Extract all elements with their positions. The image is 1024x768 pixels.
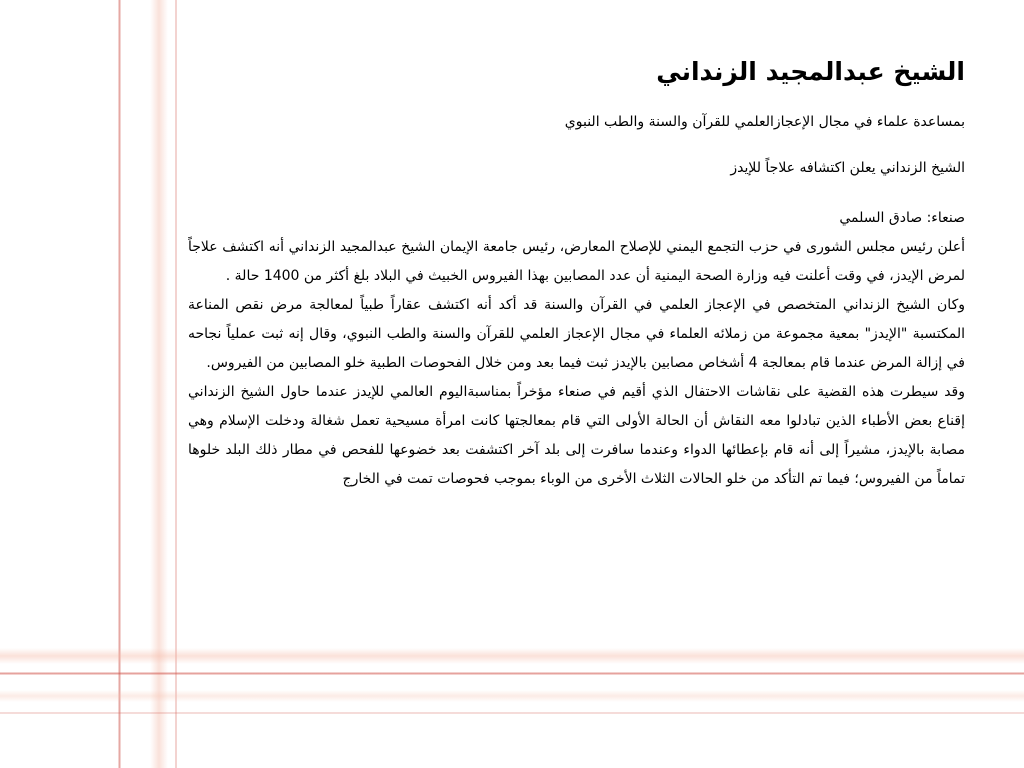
subtitle: بمساعدة علماء في مجال الإعجازالعلمي للقرآن والسنة والطب النبوي bbox=[564, 114, 965, 130]
frame-horizontal-line bbox=[0, 672, 1024, 675]
page-title: الشيخ عبدالمجيد الزنداني bbox=[656, 57, 965, 86]
frame-horizontal-line bbox=[0, 712, 1024, 714]
headline: الشيخ الزنداني يعلن اكتشافه علاجاً للإيدز bbox=[730, 160, 965, 176]
article-body bbox=[188, 52, 965, 494]
byline: صنعاء: صادق السلمي bbox=[839, 210, 965, 226]
paragraph: وقد سيطرت هذه القضية على نقاشات الاحتفال الذي أقيم في صنعاء مؤخراً بمناسبةاليوم العالمي للإيدز عندما حاول الشيخ الزنداني إقناع بعض الأطباء الذين تبادلوا معه النقاش أن الحالة الأولى التي قام بمعالجتها كانت امرأة مسيحية تعمل شغالة ودخلت الإسلام وهي مصابة بالإيدز، مشيراً إلى أنه قام بإعطائها الدواء وعندما سافرت إلى بلد آخر اكتشفت بعد خضوعها للفحص في مطار ذلك البلد خلوها تماماً من الفيروس؛ فيما تم التأكد من خلو الحالات الثلاث الأخرى من الوباء بموجب فحوصات تمت في الخارج bbox=[188, 384, 965, 487]
paragraph: وكان الشيخ الزنداني المتخصص في الإعجاز العلمي في القرآن والسنة قد أكد أنه اكتشف عقاراً طبياً لمعالجة مرض نقص المناعة المكتسبة "الإيدز" بمعية مجموعة من زملائه العلماء في مجال الإعجاز العلمي للقرآن والسنة والطب النبوي، وقال إنه ثبت عملياً نجاحه في إزالة المرض عندما قام بمعالجة 4 أشخاص مصابين بالإيدز ثبت فيما بعد ومن خلال الفحوصات الطبية خلو المصابين من الفيروس. bbox=[188, 297, 965, 371]
frame-horizontal-glow bbox=[0, 648, 1024, 664]
paragraph: أعلن رئيس مجلس الشورى في حزب التجمع اليمني للإصلاح المعارض، رئيس جامعة الإيمان الشيخ عبدالمجيد الزنداني أنه اكتشف علاجاً لمرض الإيدز، في وقت أعلنت فيه وزارة الصحة اليمنية أن عدد المصابين بهذا الفيروس الخبيث في البلاد بلغ أكثر من 1400 حالة . bbox=[188, 239, 965, 284]
spacer bbox=[188, 132, 965, 158]
frame-horizontal-glow bbox=[0, 690, 1024, 702]
spacer bbox=[188, 178, 965, 204]
